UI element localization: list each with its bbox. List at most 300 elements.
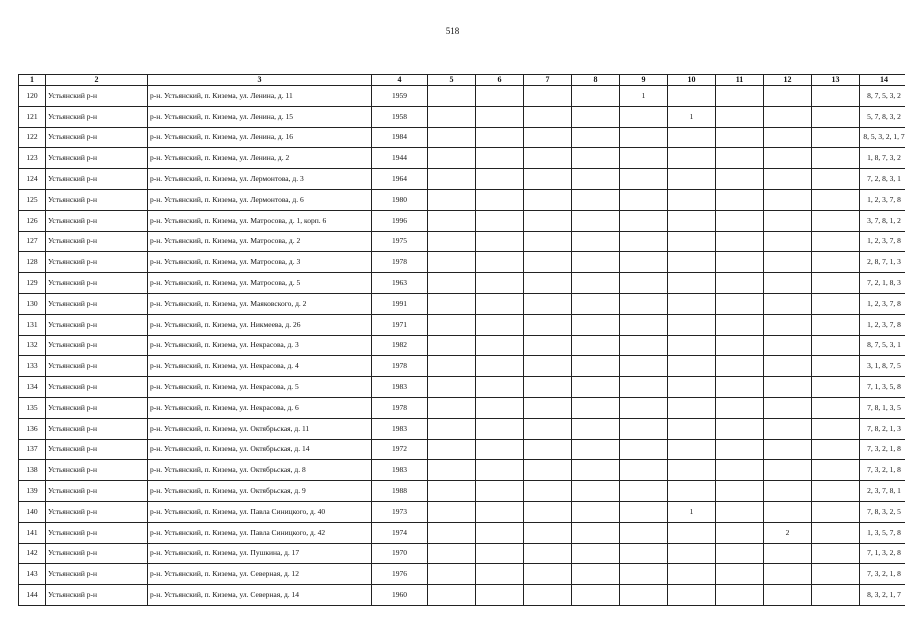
col12-cell — [764, 543, 812, 564]
district-cell: Устьянский р-н — [46, 273, 148, 294]
table-row — [19, 86, 905, 107]
codes-cell: 8, 5, 3, 2, 1, 7 — [860, 127, 905, 148]
year-cell: 1976 — [372, 564, 428, 585]
col5-cell — [428, 543, 476, 564]
page-number: 518 — [445, 26, 460, 36]
col9-cell — [620, 418, 668, 439]
codes-cell: 1, 2, 3, 7, 8 — [860, 314, 905, 335]
col10-cell — [668, 86, 716, 107]
district-cell: Устьянский р-н — [46, 377, 148, 398]
col11-cell — [716, 377, 764, 398]
table-row — [19, 481, 905, 502]
col12-cell — [764, 127, 812, 148]
col6-cell — [476, 252, 524, 273]
codes-cell: 2, 3, 7, 8, 1 — [860, 481, 905, 502]
col9-cell — [620, 148, 668, 169]
col5-cell — [428, 564, 476, 585]
col9-cell — [620, 585, 668, 606]
address-cell: р-н. Устьянский, п. Кизема, ул. Октябрьская, д. 8 — [148, 460, 372, 481]
address-cell: р-н. Устьянский, п. Кизема, ул. Ленина, д. 11 — [148, 86, 372, 107]
register-table — [18, 74, 905, 606]
col5-cell — [428, 585, 476, 606]
district-cell: Устьянский р-н — [46, 148, 148, 169]
col10-cell: 1 — [668, 106, 716, 127]
district-cell: Устьянский р-н — [46, 86, 148, 107]
district-cell: Устьянский р-н — [46, 439, 148, 460]
col6-cell — [476, 127, 524, 148]
col8-cell — [572, 418, 620, 439]
col13-cell — [812, 397, 860, 418]
col5-cell — [428, 273, 476, 294]
table-row — [19, 189, 905, 210]
year-cell: 1991 — [372, 293, 428, 314]
col13-cell — [812, 293, 860, 314]
codes-cell: 7, 8, 3, 2, 5 — [860, 501, 905, 522]
col9-cell — [620, 314, 668, 335]
col11-cell — [716, 86, 764, 107]
col10-cell — [668, 397, 716, 418]
col13-cell — [812, 418, 860, 439]
col5-cell — [428, 314, 476, 335]
col9-cell — [620, 460, 668, 481]
address-cell: р-н. Устьянский, п. Кизема, ул. Матросова, д. 3 — [148, 252, 372, 273]
col13-cell — [812, 335, 860, 356]
col6-cell — [476, 189, 524, 210]
column-header: 2 — [46, 75, 148, 86]
col6-cell — [476, 481, 524, 502]
address-cell: р-н. Устьянский, п. Кизема, ул. Лермонтова, д. 3 — [148, 169, 372, 190]
col6-cell — [476, 439, 524, 460]
col7-cell — [524, 189, 572, 210]
col12-cell — [764, 252, 812, 273]
table-row — [19, 252, 905, 273]
codes-cell: 1, 3, 5, 7, 8 — [860, 522, 905, 543]
col13-cell — [812, 231, 860, 252]
codes-cell: 7, 1, 3, 2, 8 — [860, 543, 905, 564]
col7-cell — [524, 231, 572, 252]
col5-cell — [428, 418, 476, 439]
col5-cell — [428, 501, 476, 522]
district-cell: Устьянский р-н — [46, 169, 148, 190]
col11-cell — [716, 231, 764, 252]
column-header: 12 — [764, 75, 812, 86]
col8-cell — [572, 397, 620, 418]
table-row — [19, 460, 905, 481]
col13-cell — [812, 460, 860, 481]
col6-cell — [476, 106, 524, 127]
col7-cell — [524, 356, 572, 377]
col7-cell — [524, 522, 572, 543]
row-number-cell: 126 — [19, 210, 46, 231]
col9-cell — [620, 189, 668, 210]
year-cell: 1978 — [372, 397, 428, 418]
col8-cell — [572, 210, 620, 231]
col13-cell — [812, 148, 860, 169]
col8-cell — [572, 564, 620, 585]
column-header: 10 — [668, 75, 716, 86]
col10-cell — [668, 585, 716, 606]
address-cell: р-н. Устьянский, п. Кизема, ул. Ленина, д. 15 — [148, 106, 372, 127]
col5-cell — [428, 231, 476, 252]
col8-cell — [572, 377, 620, 398]
row-number-cell: 130 — [19, 293, 46, 314]
column-header: 5 — [428, 75, 476, 86]
col11-cell — [716, 522, 764, 543]
codes-cell: 1, 8, 7, 3, 2 — [860, 148, 905, 169]
col8-cell — [572, 127, 620, 148]
col6-cell — [476, 169, 524, 190]
col6-cell — [476, 356, 524, 377]
col10-cell — [668, 231, 716, 252]
col11-cell — [716, 148, 764, 169]
col11-cell — [716, 169, 764, 190]
col7-cell — [524, 86, 572, 107]
table-row — [19, 356, 905, 377]
row-number-cell: 131 — [19, 314, 46, 335]
col7-cell — [524, 543, 572, 564]
table-row — [19, 501, 905, 522]
year-cell: 1978 — [372, 252, 428, 273]
codes-cell: 8, 7, 5, 3, 1 — [860, 335, 905, 356]
col9-cell — [620, 522, 668, 543]
row-number-cell: 132 — [19, 335, 46, 356]
table-row — [19, 273, 905, 294]
col9-cell — [620, 564, 668, 585]
column-header: 1 — [19, 75, 46, 86]
codes-cell: 7, 8, 2, 1, 3 — [860, 418, 905, 439]
col8-cell — [572, 439, 620, 460]
col9-cell — [620, 397, 668, 418]
col11-cell — [716, 481, 764, 502]
row-number-cell: 142 — [19, 543, 46, 564]
col8-cell — [572, 273, 620, 294]
col11-cell — [716, 106, 764, 127]
col7-cell — [524, 106, 572, 127]
codes-cell: 3, 1, 8, 7, 5 — [860, 356, 905, 377]
table-row — [19, 418, 905, 439]
col10-cell — [668, 127, 716, 148]
col7-cell — [524, 460, 572, 481]
col10-cell — [668, 252, 716, 273]
col12-cell — [764, 439, 812, 460]
address-cell: р-н. Устьянский, п. Кизема, ул. Некрасова, д. 6 — [148, 397, 372, 418]
codes-cell: 1, 2, 3, 7, 8 — [860, 231, 905, 252]
table-row — [19, 585, 905, 606]
table-row — [19, 439, 905, 460]
col13-cell — [812, 522, 860, 543]
col10-cell — [668, 169, 716, 190]
address-cell: р-н. Устьянский, п. Кизема, ул. Некрасова, д. 4 — [148, 356, 372, 377]
table-row — [19, 564, 905, 585]
col9-cell — [620, 377, 668, 398]
col8-cell — [572, 169, 620, 190]
table-row — [19, 543, 905, 564]
col7-cell — [524, 293, 572, 314]
district-cell: Устьянский р-н — [46, 127, 148, 148]
year-cell: 1983 — [372, 418, 428, 439]
year-cell: 1975 — [372, 231, 428, 252]
col10-cell — [668, 148, 716, 169]
col10-cell — [668, 293, 716, 314]
col11-cell — [716, 460, 764, 481]
district-cell: Устьянский р-н — [46, 210, 148, 231]
col8-cell — [572, 293, 620, 314]
col13-cell — [812, 86, 860, 107]
table-row — [19, 148, 905, 169]
col6-cell — [476, 564, 524, 585]
col5-cell — [428, 106, 476, 127]
col13-cell — [812, 481, 860, 502]
col9-cell — [620, 481, 668, 502]
col6-cell — [476, 273, 524, 294]
year-cell: 1959 — [372, 86, 428, 107]
col7-cell — [524, 148, 572, 169]
column-header: 8 — [572, 75, 620, 86]
district-cell: Устьянский р-н — [46, 106, 148, 127]
col9-cell — [620, 543, 668, 564]
address-cell: р-н. Устьянский, п. Кизема, ул. Северная, д. 14 — [148, 585, 372, 606]
table-body — [19, 86, 905, 606]
col6-cell — [476, 585, 524, 606]
col5-cell — [428, 460, 476, 481]
col10-cell — [668, 481, 716, 502]
col8-cell — [572, 501, 620, 522]
col7-cell — [524, 210, 572, 231]
col11-cell — [716, 585, 764, 606]
col10-cell — [668, 460, 716, 481]
column-header: 7 — [524, 75, 572, 86]
row-number-cell: 133 — [19, 356, 46, 377]
row-number-cell: 137 — [19, 439, 46, 460]
col10-cell — [668, 210, 716, 231]
address-cell: р-н. Устьянский, п. Кизема, ул. Матросова, д. 5 — [148, 273, 372, 294]
col10-cell — [668, 189, 716, 210]
col5-cell — [428, 522, 476, 543]
col11-cell — [716, 210, 764, 231]
col13-cell — [812, 377, 860, 398]
district-cell: Устьянский р-н — [46, 293, 148, 314]
col13-cell — [812, 127, 860, 148]
year-cell: 1974 — [372, 522, 428, 543]
district-cell: Устьянский р-н — [46, 314, 148, 335]
address-cell: р-н. Устьянский, п. Кизема, ул. Павла Синицкого, д. 42 — [148, 522, 372, 543]
row-number-cell: 124 — [19, 169, 46, 190]
table-row — [19, 231, 905, 252]
col6-cell — [476, 377, 524, 398]
district-cell: Устьянский р-н — [46, 460, 148, 481]
year-cell: 1964 — [372, 169, 428, 190]
col12-cell — [764, 585, 812, 606]
table-row — [19, 335, 905, 356]
row-number-cell: 120 — [19, 86, 46, 107]
row-number-cell: 135 — [19, 397, 46, 418]
col7-cell — [524, 501, 572, 522]
col12-cell — [764, 210, 812, 231]
table-row — [19, 314, 905, 335]
col12-cell — [764, 106, 812, 127]
column-header: 4 — [372, 75, 428, 86]
codes-cell: 8, 3, 2, 1, 7 — [860, 585, 905, 606]
col11-cell — [716, 418, 764, 439]
col13-cell — [812, 356, 860, 377]
col11-cell — [716, 501, 764, 522]
col9-cell — [620, 169, 668, 190]
col12-cell — [764, 293, 812, 314]
col12-cell — [764, 148, 812, 169]
year-cell: 1983 — [372, 460, 428, 481]
col10-cell — [668, 273, 716, 294]
col8-cell — [572, 314, 620, 335]
col6-cell — [476, 543, 524, 564]
col7-cell — [524, 564, 572, 585]
codes-cell: 8, 7, 5, 3, 2 — [860, 86, 905, 107]
col9-cell — [620, 106, 668, 127]
col9-cell — [620, 356, 668, 377]
codes-cell: 1, 2, 3, 7, 8 — [860, 293, 905, 314]
col5-cell — [428, 397, 476, 418]
col6-cell — [476, 418, 524, 439]
codes-cell: 3, 7, 8, 1, 2 — [860, 210, 905, 231]
col12-cell — [764, 273, 812, 294]
col6-cell — [476, 314, 524, 335]
col5-cell — [428, 356, 476, 377]
col6-cell — [476, 522, 524, 543]
col12-cell — [764, 314, 812, 335]
col11-cell — [716, 397, 764, 418]
col11-cell — [716, 439, 764, 460]
col13-cell — [812, 439, 860, 460]
col11-cell — [716, 314, 764, 335]
district-cell: Устьянский р-н — [46, 397, 148, 418]
col8-cell — [572, 585, 620, 606]
col11-cell — [716, 293, 764, 314]
table-row — [19, 106, 905, 127]
codes-cell: 2, 8, 7, 1, 3 — [860, 252, 905, 273]
col5-cell — [428, 335, 476, 356]
col8-cell — [572, 481, 620, 502]
col11-cell — [716, 543, 764, 564]
col5-cell — [428, 439, 476, 460]
year-cell: 1996 — [372, 210, 428, 231]
col6-cell — [476, 501, 524, 522]
col11-cell — [716, 127, 764, 148]
col8-cell — [572, 356, 620, 377]
codes-cell: 7, 3, 2, 1, 8 — [860, 460, 905, 481]
col7-cell — [524, 481, 572, 502]
column-header: 6 — [476, 75, 524, 86]
col13-cell — [812, 564, 860, 585]
row-number-cell: 144 — [19, 585, 46, 606]
codes-cell: 7, 2, 8, 3, 1 — [860, 169, 905, 190]
col12-cell — [764, 231, 812, 252]
col7-cell — [524, 585, 572, 606]
col13-cell — [812, 314, 860, 335]
col12-cell — [764, 356, 812, 377]
district-cell: Устьянский р-н — [46, 522, 148, 543]
codes-cell: 7, 8, 1, 3, 5 — [860, 397, 905, 418]
col11-cell — [716, 564, 764, 585]
col11-cell — [716, 189, 764, 210]
col12-cell — [764, 460, 812, 481]
col9-cell — [620, 501, 668, 522]
table-row — [19, 397, 905, 418]
col10-cell — [668, 522, 716, 543]
col12-cell: 2 — [764, 522, 812, 543]
year-cell: 1970 — [372, 543, 428, 564]
col13-cell — [812, 252, 860, 273]
col8-cell — [572, 543, 620, 564]
row-number-cell: 143 — [19, 564, 46, 585]
address-cell: р-н. Устьянский, п. Кизема, ул. Октябрьская, д. 14 — [148, 439, 372, 460]
col10-cell — [668, 439, 716, 460]
col9-cell — [620, 273, 668, 294]
col5-cell — [428, 169, 476, 190]
year-cell: 1980 — [372, 189, 428, 210]
col10-cell — [668, 314, 716, 335]
year-cell: 1971 — [372, 314, 428, 335]
address-cell: р-н. Устьянский, п. Кизема, ул. Лермонтова, д. 6 — [148, 189, 372, 210]
col7-cell — [524, 377, 572, 398]
address-cell: р-н. Устьянский, п. Кизема, ул. Павла Синицкого, д. 40 — [148, 501, 372, 522]
col10-cell — [668, 564, 716, 585]
codes-cell: 7, 2, 1, 8, 3 — [860, 273, 905, 294]
district-cell: Устьянский р-н — [46, 564, 148, 585]
row-number-cell: 141 — [19, 522, 46, 543]
col7-cell — [524, 127, 572, 148]
address-cell: р-н. Устьянский, п. Кизема, ул. Октябрьская, д. 11 — [148, 418, 372, 439]
col13-cell — [812, 501, 860, 522]
address-cell: р-н. Устьянский, п. Кизема, ул. Пушкина, д. 17 — [148, 543, 372, 564]
col10-cell — [668, 377, 716, 398]
col13-cell — [812, 169, 860, 190]
col9-cell — [620, 127, 668, 148]
year-cell: 1972 — [372, 439, 428, 460]
district-cell: Устьянский р-н — [46, 481, 148, 502]
col6-cell — [476, 86, 524, 107]
col13-cell — [812, 210, 860, 231]
col7-cell — [524, 314, 572, 335]
col5-cell — [428, 127, 476, 148]
col8-cell — [572, 86, 620, 107]
address-cell: р-н. Устьянский, п. Кизема, ул. Северная, д. 12 — [148, 564, 372, 585]
table-row — [19, 522, 905, 543]
district-cell: Устьянский р-н — [46, 189, 148, 210]
col12-cell — [764, 189, 812, 210]
col8-cell — [572, 106, 620, 127]
district-cell: Устьянский р-н — [46, 231, 148, 252]
table-row — [19, 293, 905, 314]
col10-cell — [668, 356, 716, 377]
col6-cell — [476, 335, 524, 356]
col9-cell — [620, 293, 668, 314]
year-cell: 1988 — [372, 481, 428, 502]
column-header: 9 — [620, 75, 668, 86]
col6-cell — [476, 210, 524, 231]
district-cell: Устьянский р-н — [46, 585, 148, 606]
col8-cell — [572, 148, 620, 169]
col9-cell — [620, 252, 668, 273]
col5-cell — [428, 377, 476, 398]
col9-cell — [620, 231, 668, 252]
col8-cell — [572, 189, 620, 210]
col12-cell — [764, 169, 812, 190]
row-number-cell: 125 — [19, 189, 46, 210]
col13-cell — [812, 189, 860, 210]
col11-cell — [716, 356, 764, 377]
codes-cell: 7, 1, 3, 5, 8 — [860, 377, 905, 398]
address-cell: р-н. Устьянский, п. Кизема, ул. Никмеева, д. 26 — [148, 314, 372, 335]
col10-cell — [668, 335, 716, 356]
